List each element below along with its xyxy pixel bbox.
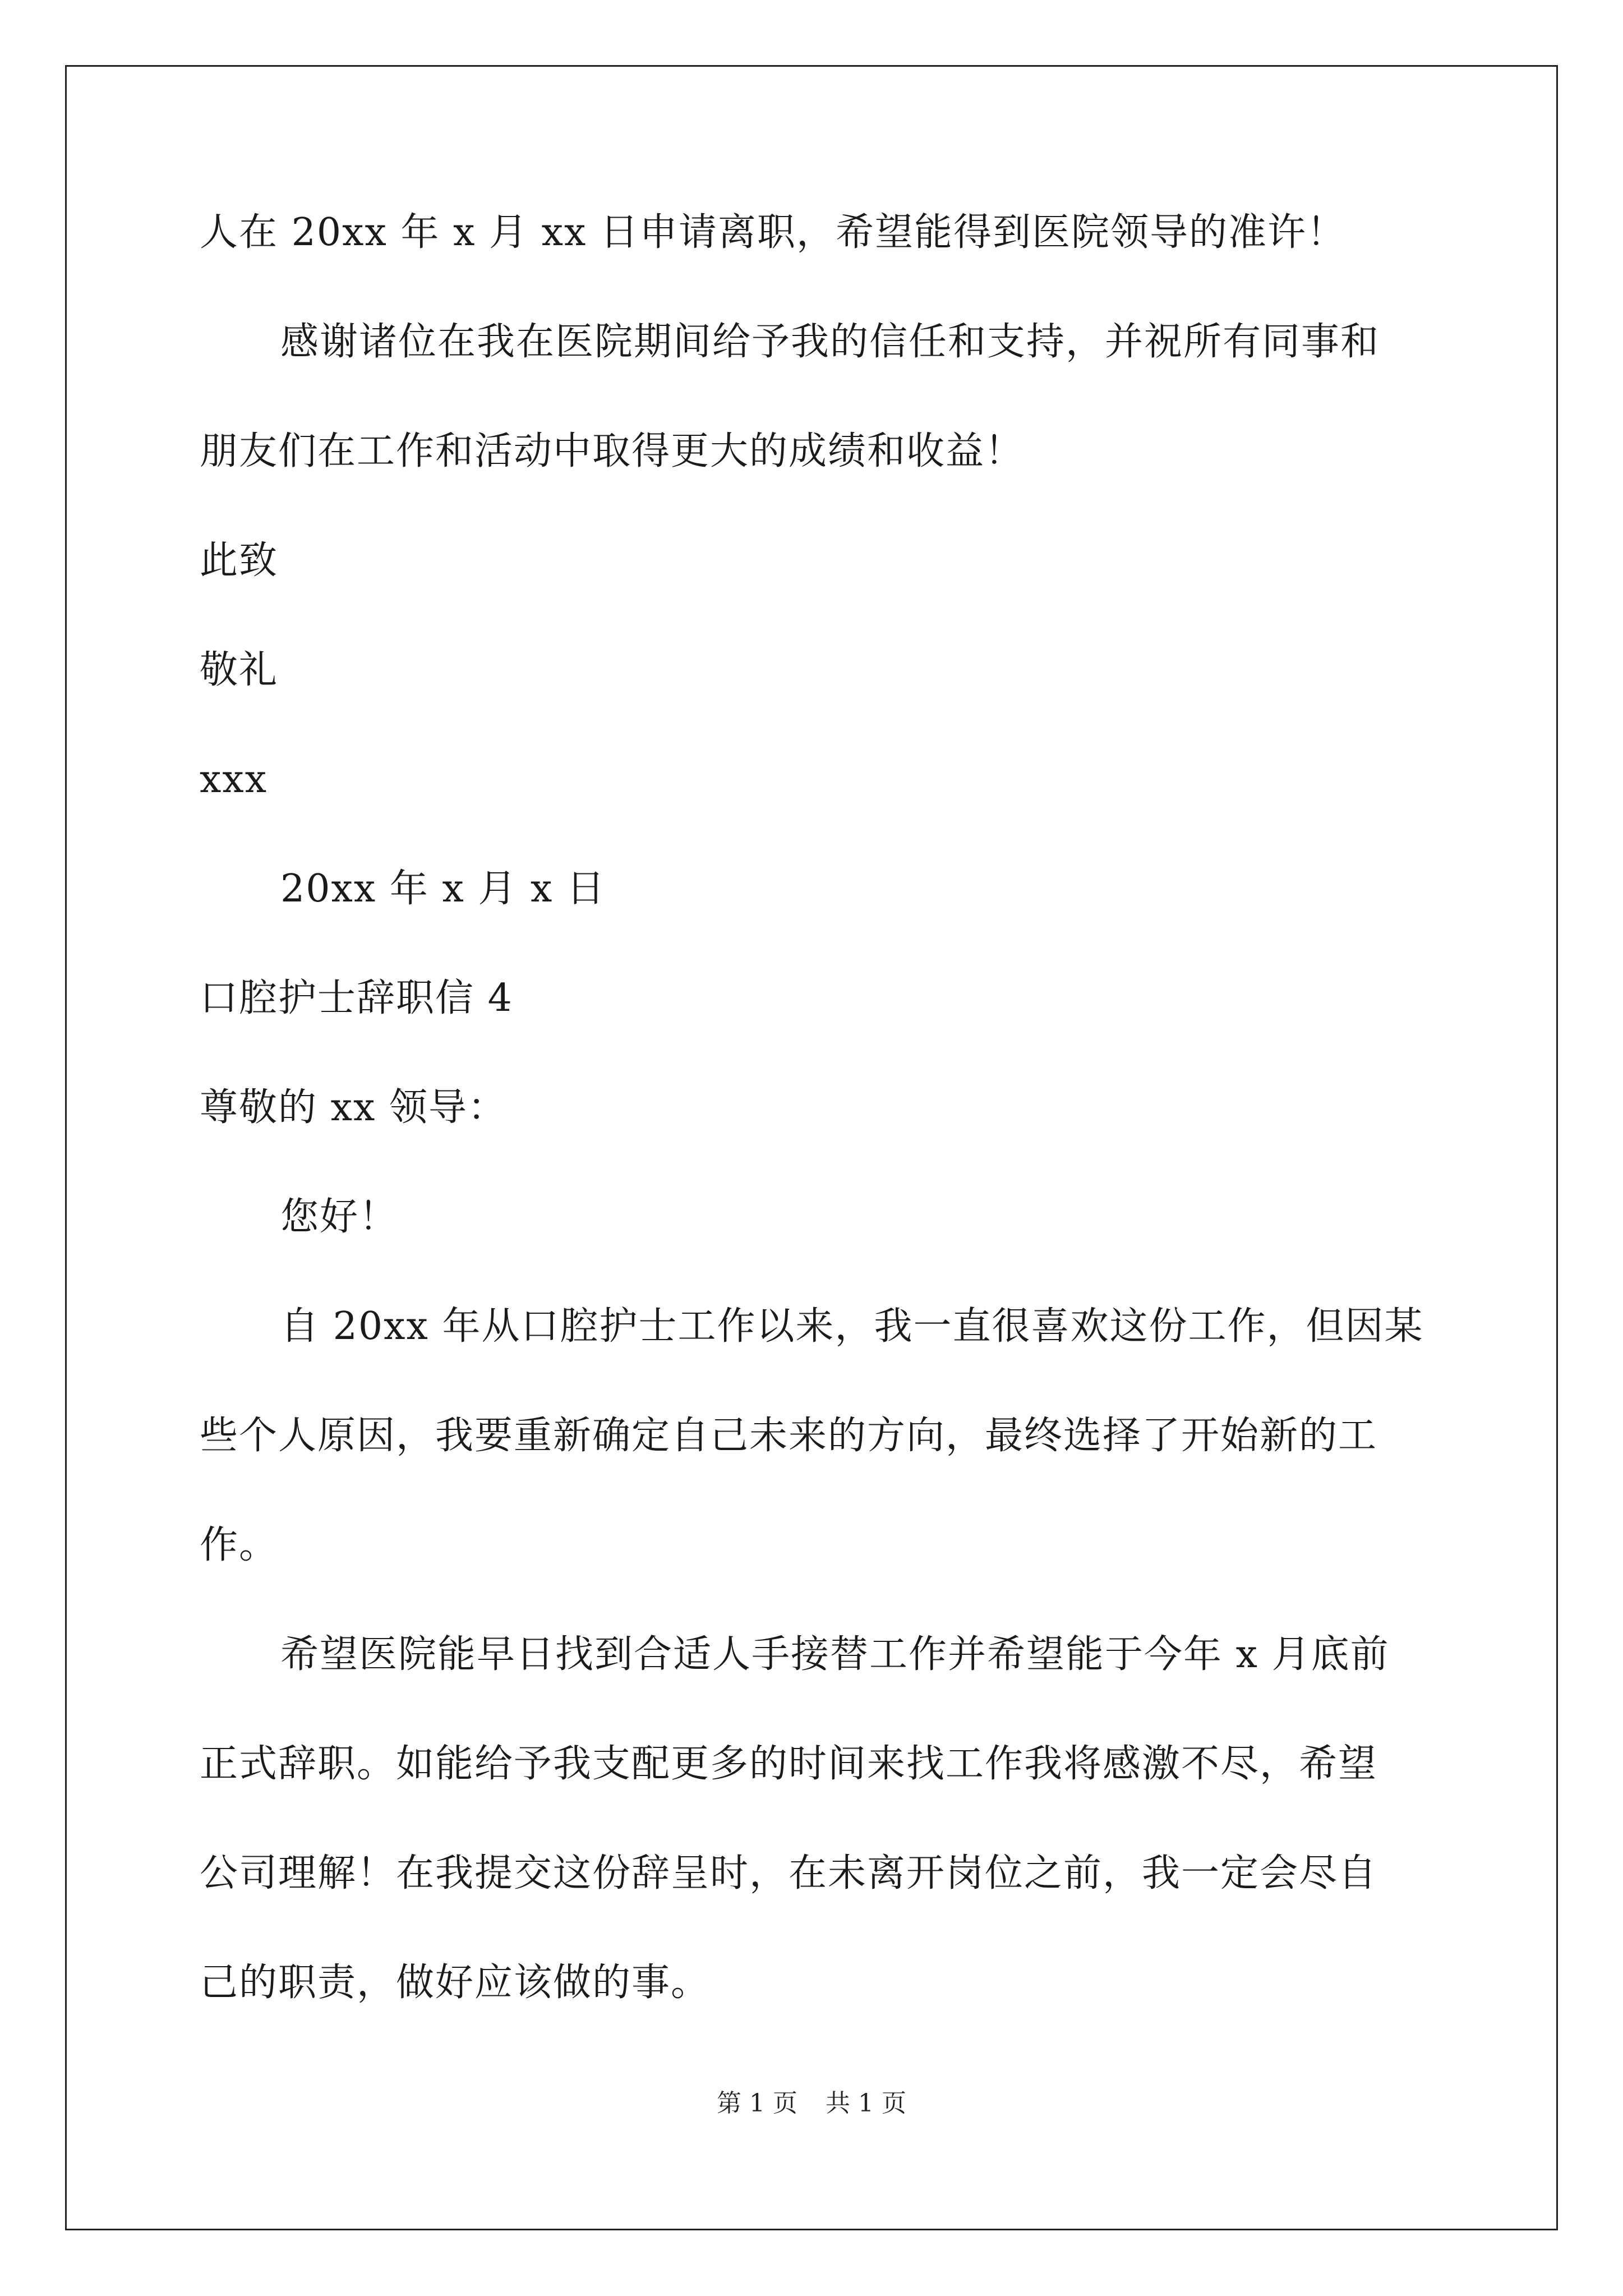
paragraph-line: 自 20xx 年从口腔护士工作以来，我一直很喜欢这份工作，但因某 bbox=[280, 1304, 1424, 1349]
paragraph-line: 感谢诸位在我在医院期间给予我的信任和支持，并祝所有同事和 bbox=[280, 320, 1380, 364]
text-line: 朋友们在工作和活动中取得更大的成绩和收益！ bbox=[200, 429, 1025, 473]
closing-salutation: 此致 bbox=[200, 539, 279, 583]
text-line: 正式辞职。如能给予我支配更多的时间来找工作我将感激不尽，希望 bbox=[200, 1742, 1378, 1786]
letter-greeting: 尊敬的 xx 领导： bbox=[200, 1085, 507, 1130]
page-border bbox=[65, 65, 1558, 2230]
text-line: 作。 bbox=[200, 1523, 279, 1567]
text-line: 些个人原因，我要重新确定自己未来的方向，最终选择了开始新的工 bbox=[200, 1414, 1378, 1458]
letter-hello: 您好！ bbox=[280, 1195, 399, 1239]
text-line: 己的职责，做好应该做的事。 bbox=[200, 1961, 711, 2005]
page-number: 第 1 页 bbox=[717, 2089, 797, 2118]
signature-name: xxx bbox=[200, 757, 268, 802]
section-title: 口腔护士辞职信 4 bbox=[200, 976, 513, 1020]
page-count: 共 1 页 bbox=[826, 2089, 906, 2118]
text-line: 人在 20xx 年 x 月 xx 日申请离职，希望能得到医院领导的准许！ bbox=[200, 210, 1346, 255]
closing-regards: 敬礼 bbox=[200, 648, 279, 692]
page-footer bbox=[0, 2087, 1623, 2120]
signature-date: 20xx 年 x 月 x 日 bbox=[280, 867, 606, 911]
text-line: 公司理解！在我提交这份辞呈时，在未离开岗位之前，我一定会尽自 bbox=[200, 1851, 1378, 1895]
paragraph-line: 希望医院能早日找到合适人手接替工作并希望能于今年 x 月底前 bbox=[280, 1632, 1390, 1677]
